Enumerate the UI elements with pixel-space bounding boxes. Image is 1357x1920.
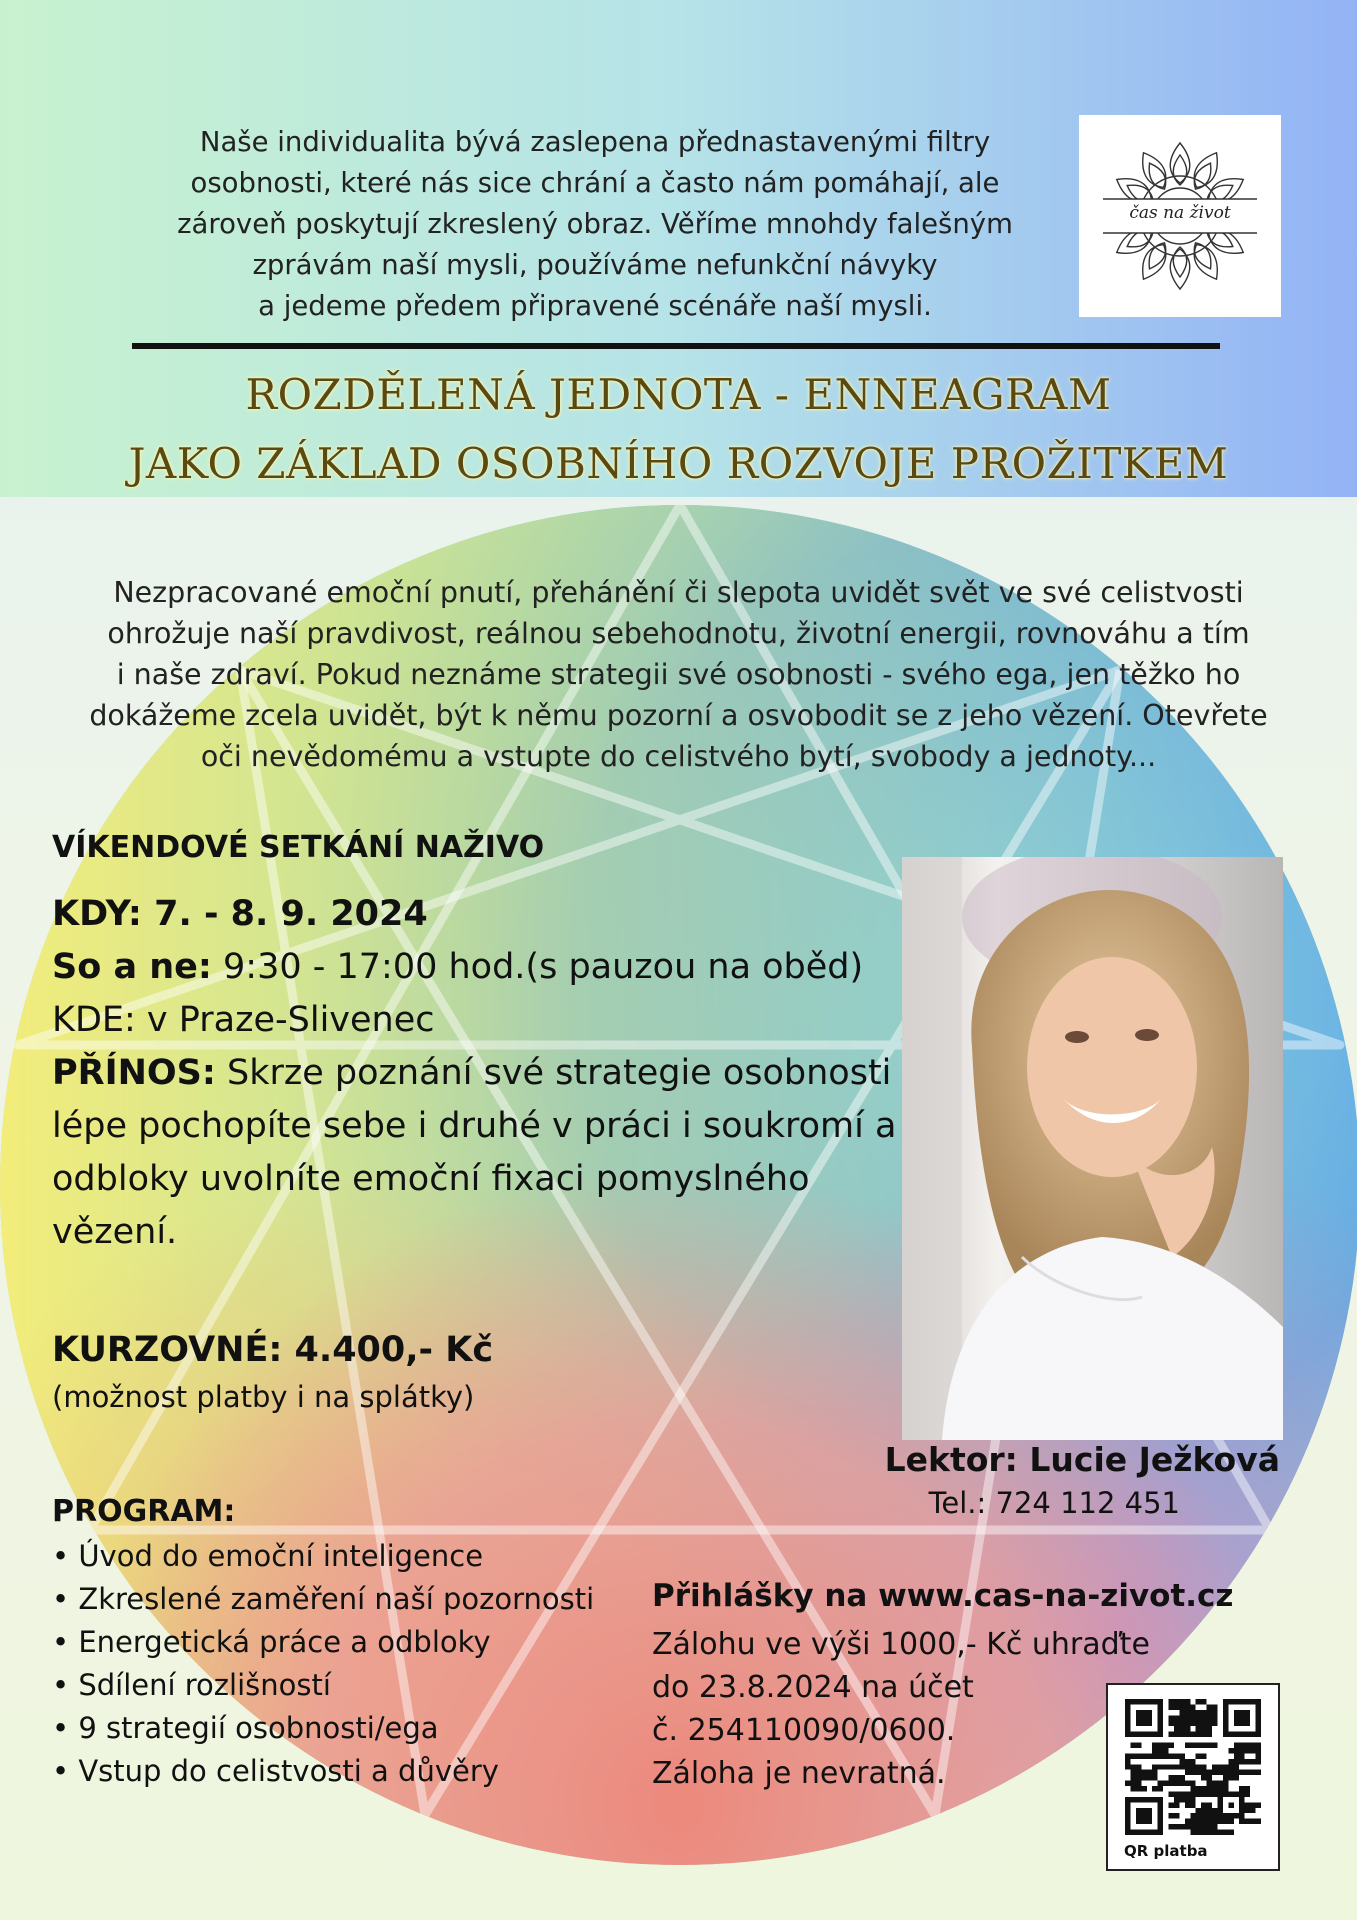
intro-line: zároveň poskytují zkreslený obraz. Věříme mnohdy falešným: [177, 208, 1013, 240]
page-title: [60, 360, 1297, 498]
program-item: • Energetická práce a odbloky: [52, 1621, 594, 1664]
program-item: • Úvod do emoční inteligence: [52, 1535, 594, 1578]
program-item: • Zkreslené zaměření naší pozornosti: [52, 1578, 594, 1621]
qr-payment[interactable]: [1106, 1683, 1280, 1871]
description-line: i naše zdraví. Pokud neznáme strategii své osobnosti - svého ega, jen těžko ho: [116, 658, 1241, 691]
description-line: ohrožuje naší pravdivost, reálnou sebehodnotu, životní energii, rovnováhu a tím: [107, 617, 1250, 650]
description-line: oči nevědomému a vstupte do celistvého bytí, svobody a jednoty...: [200, 740, 1157, 773]
lector-name: Lektor: Lucie Ježková: [884, 1440, 1280, 1479]
registration-details: [652, 1623, 1150, 1795]
meeting-heading: VÍKENDOVÉ SETKÁNÍ NAŽIVO: [52, 830, 545, 865]
qr-code-icon[interactable]: [1125, 1699, 1261, 1835]
divider: [132, 343, 1220, 349]
intro-line: zprávám naší mysli, používáme nefunkční návyky: [252, 249, 938, 281]
qr-label: QR platba: [1124, 1842, 1208, 1860]
lector-photo: [902, 857, 1283, 1440]
meeting-time-value: 9:30 - 17:00 hod.(s pauzou na oběd): [211, 947, 864, 987]
meeting-date: KDY: 7. - 8. 9. 2024: [52, 894, 428, 934]
program-heading: PROGRAM:: [52, 1494, 236, 1529]
meeting-benefit: [52, 1047, 912, 1259]
intro-paragraph: [140, 122, 1050, 327]
registration-line: Zálohu ve výši 1000,- Kč uhraďte: [652, 1627, 1150, 1662]
program-item: • Vstup do celistvosti a důvěry: [52, 1750, 594, 1793]
registration-line: č. 254110090/0600.: [652, 1713, 956, 1748]
price-note: (možnost platby i na splátky): [52, 1380, 475, 1414]
program-item: • 9 strategií osobnosti/ega: [52, 1707, 594, 1750]
program-list: [52, 1535, 594, 1793]
description-line: Nezpracované emoční pnutí, přehánění či slepota uvidět svět ve své celistvosti: [113, 576, 1244, 609]
intro-line: osobnosti, které nás sice chrání a často nám pomáhají, ale: [190, 167, 1000, 199]
title-line-1: ROZDĚLENÁ JEDNOTA - ENNEAGRAM: [245, 370, 1112, 419]
description-line: dokážeme zcela uvidět, být k němu pozorní a osvobodit se z jeho vězení. Otevřete: [89, 699, 1268, 732]
registration-heading[interactable]: Přihlášky na www.cas-na-zivot.cz: [652, 1578, 1234, 1614]
logo-text: čas na život: [1129, 203, 1231, 223]
title-line-2: JAKO ZÁKLAD OSOBNÍHO ROZVOJE PROŽITKEM: [128, 439, 1229, 488]
price: KURZOVNÉ: 4.400,- Kč: [52, 1330, 494, 1370]
meeting-time-label: So a ne:: [52, 947, 212, 987]
intro-line: Naše individualita bývá zaslepena přednastavenými filtry: [199, 126, 991, 158]
description-paragraph: [40, 572, 1317, 777]
logo: [1079, 115, 1281, 317]
benefit-label: PŘÍNOS:: [52, 1053, 216, 1093]
registration-line: do 23.8.2024 na účet: [652, 1670, 974, 1705]
meeting-place: KDE: v Praze-Slivenec: [52, 1000, 435, 1040]
benefit-text: Skrze poznání své strategie osobnosti lépe pochopíte sebe i druhé v práci i soukromí a odbloky uvolníte emoční fixaci pomyslného vězení.: [52, 1053, 897, 1252]
program-item: • Sdílení rozlišností: [52, 1664, 594, 1707]
meeting-time: [52, 941, 863, 994]
registration-line: Záloha je nevratná.: [652, 1756, 946, 1791]
lector-phone[interactable]: Tel.: 724 112 451: [928, 1486, 1180, 1520]
intro-line: a jedeme předem připravené scénáře naší mysli.: [258, 290, 932, 322]
